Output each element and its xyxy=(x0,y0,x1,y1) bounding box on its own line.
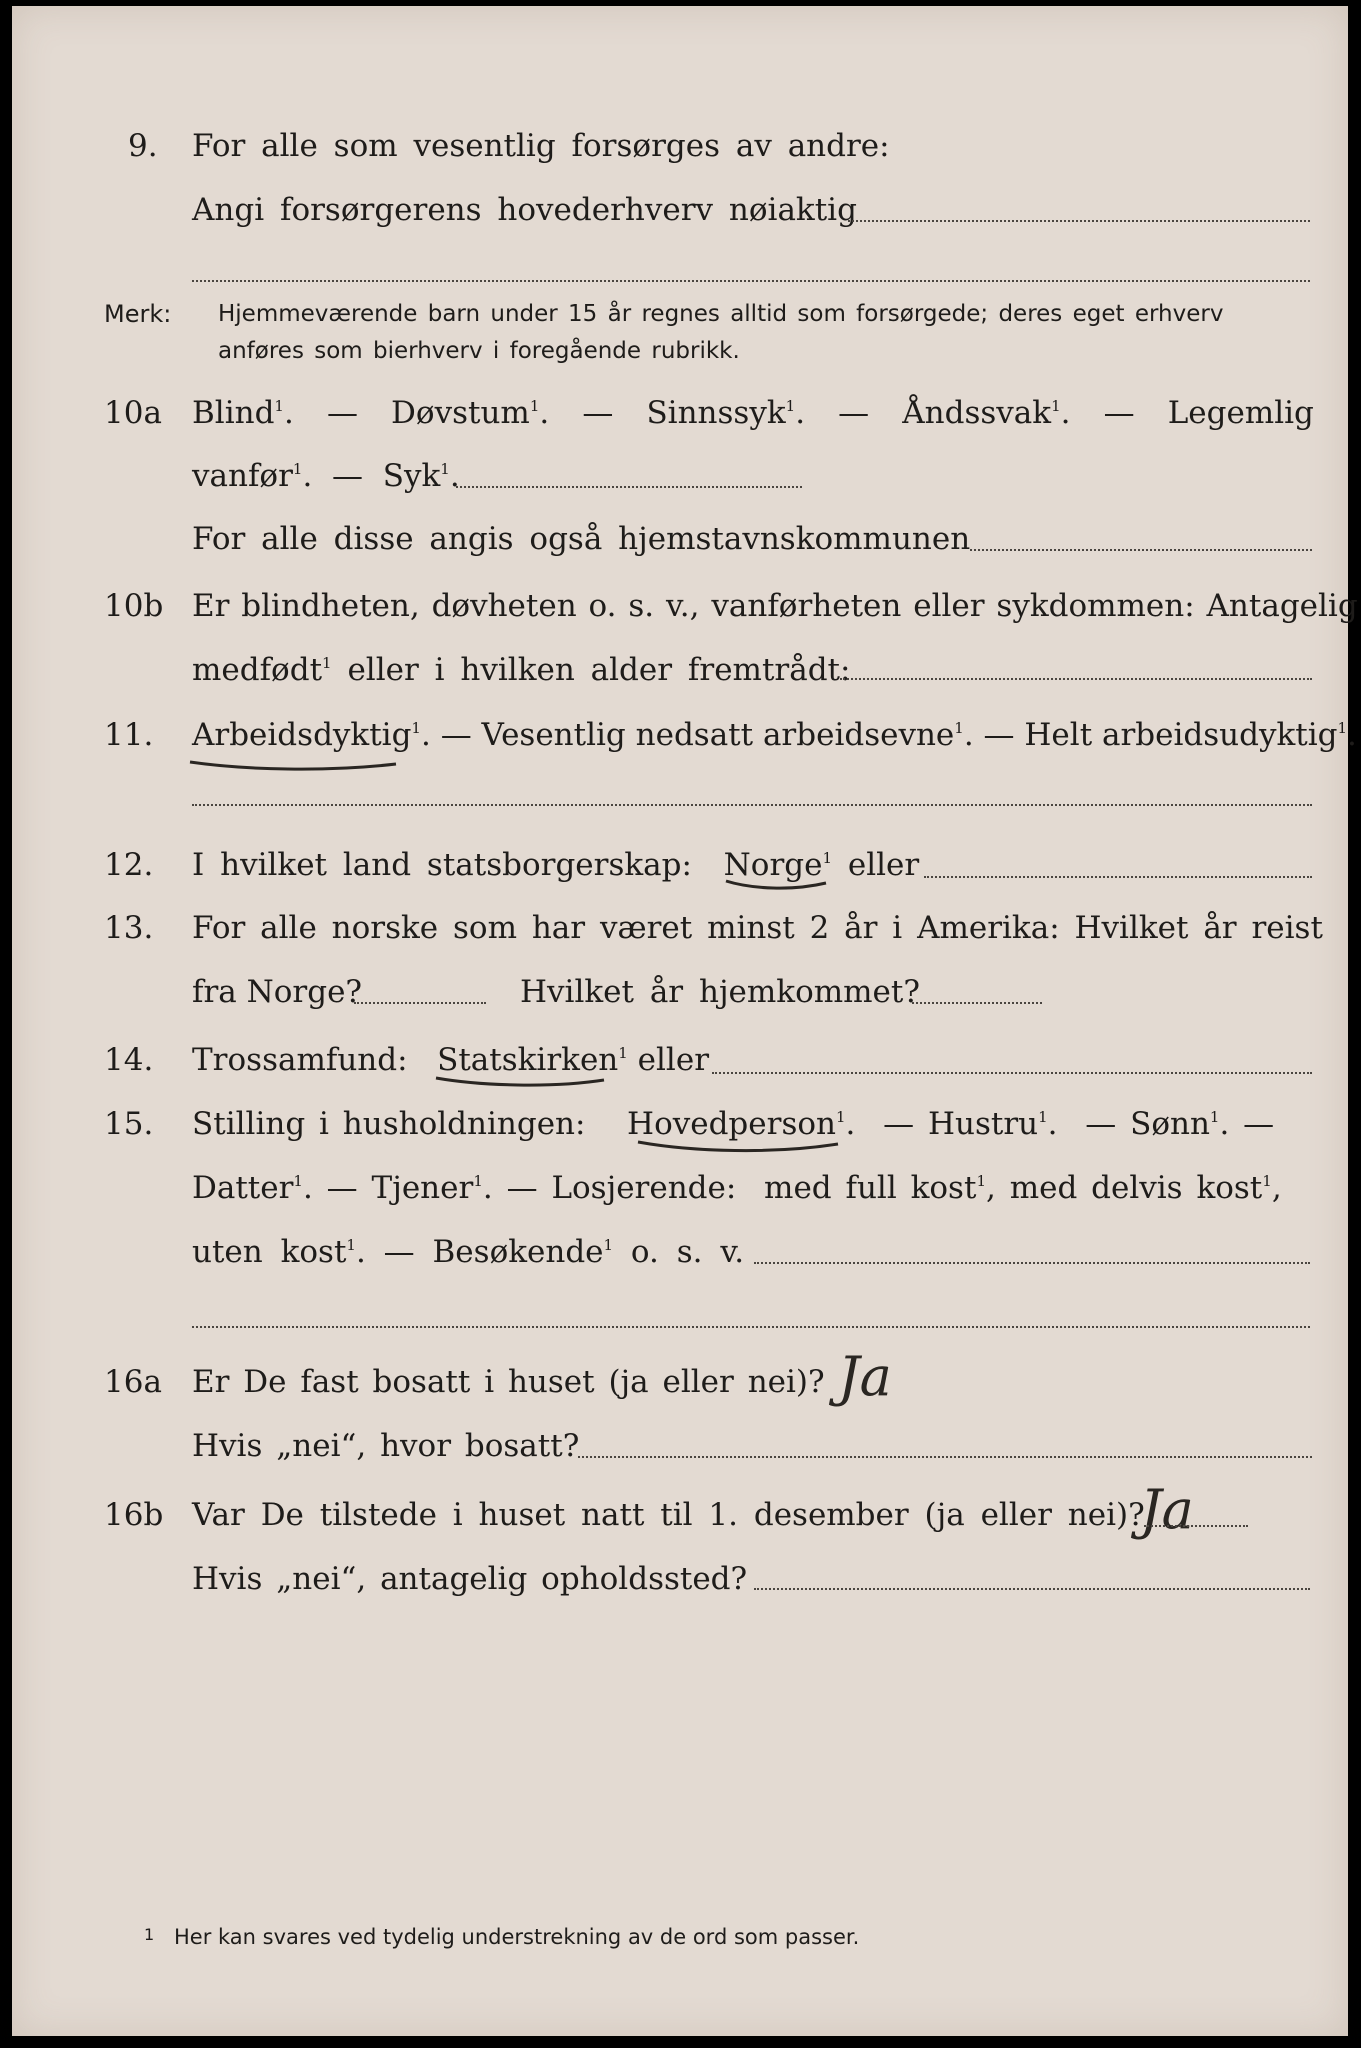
q9-number: 9. xyxy=(128,128,158,164)
option-besokende: Besøkende$^1$ xyxy=(432,1234,614,1270)
footnote-mark: 1 xyxy=(144,1925,155,1944)
q13-hjemkommet: Hvilket år hjemkommet? xyxy=(520,974,920,1010)
q10a-number: 10a xyxy=(104,395,162,431)
option-blind: Blind$^1$. xyxy=(192,395,294,431)
option-sinnssyk: Sinnssyk$^1$. xyxy=(646,395,806,431)
option-uten-kost: uten kost$^1$. xyxy=(192,1234,366,1270)
q9-line2: Angi forsørgerens hovederhverv nøiaktig xyxy=(192,192,857,228)
q10a-line1: Blind$^1$. — Døvstum$^1$. — Sinnssyk$^1$. — Åndssvak$^1$. — Legemlig xyxy=(192,395,1314,431)
q14-answer-line xyxy=(712,1072,1312,1074)
q15-line1: Stilling i husholdningen: Hovedperson$^1$. — Hustru$^1$. — Sønn$^1$. — xyxy=(192,1106,1275,1142)
q16b-handwritten-answer: Ja xyxy=(1140,1478,1194,1541)
q16a-answer-line xyxy=(578,1456,1312,1458)
q13-number: 13. xyxy=(104,910,154,946)
option-legemlig: Legemlig xyxy=(1167,395,1314,431)
q16b-hvis: Hvis „nei“, antagelig opholdssted? xyxy=(192,1561,748,1597)
q14-line1: Trossamfund: Statskirken$^1$ eller xyxy=(192,1042,710,1078)
q11-answer-line xyxy=(192,804,1312,806)
option-vesentlig-nedsatt: — Vesentlig nedsatt arbeidsevne$^1$. xyxy=(440,717,974,753)
option-andssvak: Åndssvak$^1$. xyxy=(902,395,1071,431)
option-hustru: Hustru$^1$. xyxy=(927,1106,1058,1142)
q10b-answer-line xyxy=(840,678,1312,680)
q16b-question: Var De tilstede i huset natt til 1. desember (ja eller nei)? xyxy=(192,1497,1145,1533)
q14-number: 14. xyxy=(104,1042,154,1078)
q9-answer-line-2 xyxy=(192,280,1310,282)
q10b-line1: Er blindheten, døvheten o. s. v., vanførheten eller sykdommen: Antagelig xyxy=(192,588,1358,624)
q10a-line2: vanfør$^1$. — Syk$^1$. xyxy=(192,458,460,494)
q9-answer-line xyxy=(848,220,1310,222)
q10b-line2: medfødt$^1$ eller i hvilken alder fremtrådt: xyxy=(192,652,851,688)
q11-line1 xyxy=(192,715,1357,755)
q16a-number: 16a xyxy=(104,1364,162,1400)
handwritten-underline-statskirken xyxy=(432,1072,612,1092)
handwritten-underline-hovedperson xyxy=(634,1136,844,1156)
q12-line1: I hvilket land statsborgerskap: Norge$^1$ eller xyxy=(192,847,920,883)
option-vanfor: vanfør$^1$. xyxy=(192,458,313,494)
q16b-number: 16b xyxy=(104,1497,164,1533)
q16b-answer-line-2 xyxy=(754,1588,1310,1590)
footnote-text: Her kan svares ved tydelig understrekning av de ord som passer. xyxy=(174,1925,860,1949)
merk-label: Merk: xyxy=(104,300,172,328)
q15-number: 15. xyxy=(104,1106,154,1142)
option-statskirken: Statskirken$^1$ xyxy=(437,1042,628,1078)
option-sonn: Sønn$^1$. xyxy=(1130,1106,1230,1142)
q16a-handwritten-answer: Ja xyxy=(838,1345,892,1408)
merk-line1: Hjemmeværende barn under 15 år regnes alltid som forsørgede; deres eget erhverv xyxy=(218,301,1224,327)
option-norge: Norge$^1$ xyxy=(723,847,833,883)
q13-fra-norge: fra Norge? xyxy=(192,974,363,1010)
q13-line1: For alle norske som har været minst 2 år i Amerika: Hvilket år reist xyxy=(192,910,1323,946)
q12-answer-line xyxy=(924,876,1312,878)
handwritten-underline-norge xyxy=(722,875,832,895)
q10a-hjemstavn-line xyxy=(970,549,1312,551)
q15-line3: uten kost$^1$. — Besøkende$^1$ o. s. v. xyxy=(192,1234,745,1270)
q10a-answer-line xyxy=(456,486,802,488)
q16b-answer-line xyxy=(1144,1525,1248,1527)
q16a-hvis: Hvis „nei“, hvor bosatt? xyxy=(192,1428,580,1464)
q13-reist-line xyxy=(354,1002,486,1004)
option-tjener: Tjener$^1$. xyxy=(371,1170,493,1206)
option-arbeidsdyktig: Arbeidsdyktig$^1$. xyxy=(192,717,431,753)
q10a-line3: For alle disse angis også hjemstavnskommunen xyxy=(192,521,971,557)
q9-line1: For alle som vesentlig forsørges av andre: xyxy=(192,128,890,164)
option-helt-udyktig: — Helt arbeidsudyktig$^1$. xyxy=(983,717,1357,753)
option-datter: Datter$^1$. xyxy=(192,1170,313,1206)
q10b-number: 10b xyxy=(104,588,164,624)
q15-answer-line-2 xyxy=(192,1326,1310,1328)
q13-hjemkommet-line xyxy=(912,1002,1042,1004)
option-dovstum: Døvstum$^1$. xyxy=(391,395,550,431)
q15-line2: Datter$^1$. — Tjener$^1$. — Losjerende: med full kost$^1$, med delvis kost$^1$, xyxy=(192,1170,1282,1206)
option-syk: Syk$^1$. xyxy=(382,458,460,494)
q15-answer-line xyxy=(754,1262,1310,1264)
handwritten-underline-arbeidsdyktig xyxy=(186,752,416,774)
option-delvis-kost: med delvis kost$^1$, xyxy=(1009,1170,1282,1206)
q12-number: 12. xyxy=(104,847,154,883)
merk-line2: anføres som bierhverv i foregående rubrikk. xyxy=(218,338,740,364)
q11-number: 11. xyxy=(104,717,154,753)
q16a-question: Er De fast bosatt i huset (ja eller nei)? xyxy=(192,1364,825,1400)
option-hovedperson: Hovedperson$^1$. xyxy=(627,1106,856,1142)
option-full-kost: med full kost$^1$, xyxy=(764,1170,996,1206)
